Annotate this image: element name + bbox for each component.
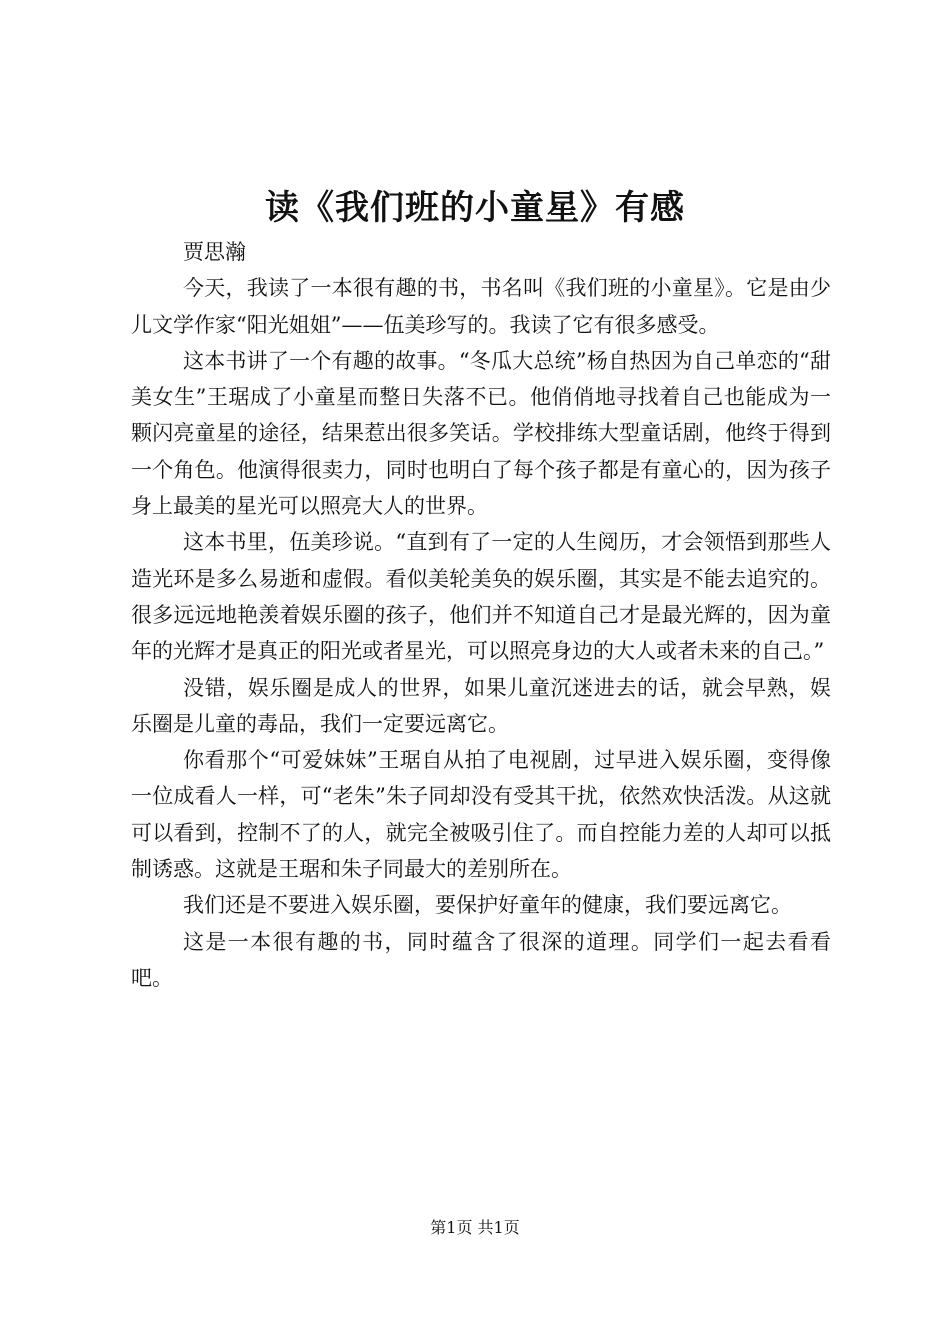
paragraph-1: 今天，我读了一本很有趣的书，书名叫《我们班的小童星》。它是由少儿文学作家“阳光姐姐”——伍美珍写的。我读了它有很多感受。 (131, 276, 831, 337)
paragraph-4: 没错，娱乐圈是成人的世界，如果儿童沉迷进去的话，就会早熟，娱乐圈是儿童的毒品，我们一定要远离它。 (131, 675, 831, 736)
paragraph-3: 这本书里，伍美珍说。“直到有了一定的人生阅历，才会领悟到那些人造光环是多么易逝和虚假。看似美轮美奂的娱乐圈，其实是不能去追究的。很多远远地艳羡着娱乐圈的孩子，他们并不知道自己才是最光辉的，因为童年的光辉才是真正的阳光或者星光，可以照亮身边的大人或者未来的自己。” (131, 530, 831, 664)
document-body (131, 234, 831, 996)
page-footer: 第1页 共1页 (430, 1218, 520, 1237)
paragraph-2: 这本书讲了一个有趣的故事。“冬瓜大总统”杨自热因为自己单恋的“甜美女生”王琚成了小童星而整日失落不已。他俏俏地寻找着自己也能成为一颗闪亮童星的途径，结果惹出很多笑话。学校排练大型童话剧，他终于得到一个角色。他演得很卖力，同时也明白了每个孩子都是有童心的，因为孩子身上最美的星光可以照亮大人的世界。 (131, 348, 831, 519)
document-title: 读《我们班的小童星》有感 (265, 188, 685, 228)
paragraph-7: 这是一本很有趣的书，同时蕴含了很深的道理。同学们一起去看看吧。 (131, 929, 831, 990)
paragraph-5: 你看那个“可爱妹妹”王琚自从拍了电视剧，过早进入娱乐圈，变得像一位成看人一样，可“老朱”朱子同却没有受其干扰，依然欢快活泼。从这就可以看到，控制不了的人，就完全被吸引住了。而自控能力差的人却可以抵制诱惑。这就是王琚和朱子同最大的差别所在。 (131, 748, 831, 882)
paragraph-6: 我们还是不要进入娱乐圈，要保护好童年的健康，我们要远离它。 (183, 893, 792, 918)
author-name: 贾思瀚 (183, 240, 246, 264)
